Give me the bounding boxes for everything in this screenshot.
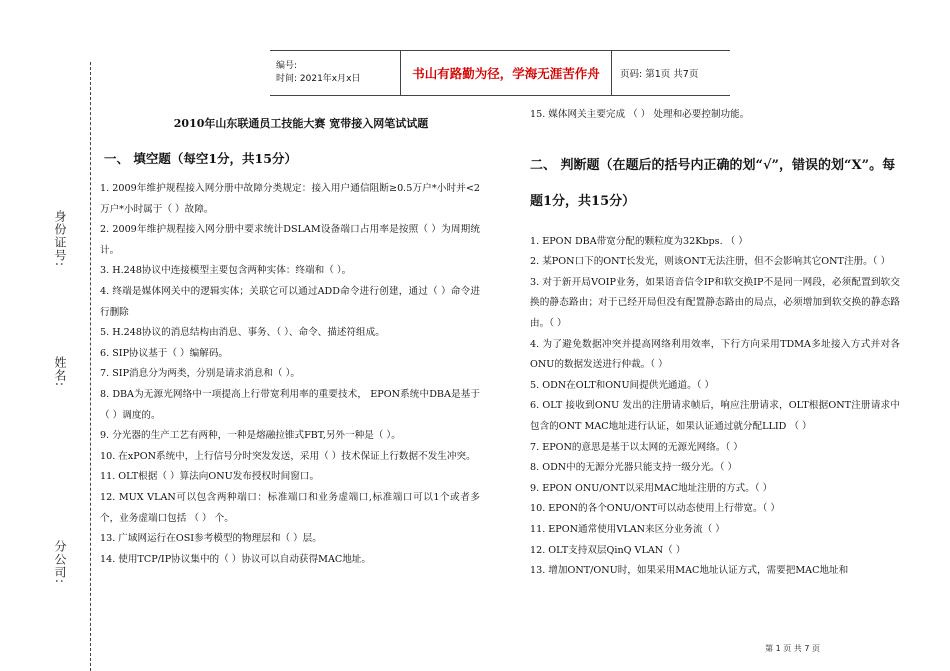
section2-question-list [530,232,900,582]
page-header [270,50,730,96]
question-item: 2. 2009年维护规程接入网分册中要求统计DSLAM设备端口占用率是按照（ ）为周期统计。 [100,224,480,256]
question-item: 5. H.248协议的消息结构由消息、事务、（ ）、命令、描述符组成。 [100,327,385,339]
question-item: 7. SIP消息分为两类，分别是请求消息和（ ）。 [100,368,300,380]
question-item: 8. ODN中的无源分光器只能支持一级分光。（ ） [530,462,738,474]
question-item: 11. EPON通常使用VLAN来区分业务流（ ） [530,523,725,535]
header-motto-cell [401,51,612,95]
question-item: 9. 分光器的生产工艺有两种，一种是熔融拉锥式FBT,另外一种是（ ）。 [100,430,401,442]
question-item: 4. 终端是媒体网关中的逻辑实体；关联它可以通过ADD命令进行创建，通过（ ）命令进行删除 [100,285,480,318]
question-item: 12. MUX VLAN可以包含两种端口：标准端口和业务虚端口,标准端口可以1个或者多个，业务虚端口包括 （ ） 个。 [100,491,480,524]
company-label: 分公司: [53,540,67,585]
section2-title: 二、 判断题（在题后的括号内正确的划“√”，错误的划“X”。每题1分，共15分） [530,157,896,209]
section1-title: 一、 填空题（每空1分，共15分） [104,151,297,166]
number-label: 编号: [276,61,298,71]
id-number-label: 身份证号: [53,210,67,268]
question-item: 8. DBA为无源光网络中一项提高上行带宽利用率的重要技术， EPON系统中DBA是基于（ ）调度的。 [100,388,480,421]
page-footer: 第 1 页 共 7 页 [765,644,820,653]
question-item: 11. OLT根据（ ）算法向ONU发布授权时间窗口。 [100,471,320,483]
question-item: 3. 对于新开局VOIP业务，如果语音信令IP和软交换IP不是同一网段，必须配置到软交换的静态路由；对于已经开局但没有配置静态路由的局点，必须增加到软交换的静态路由。（ ） [530,276,900,329]
page-number-label: 页码: 第1页 共7页 [620,69,699,80]
question-item: 13. 广域网运行在OSI参考模型的物理层和（ ）层。 [100,533,322,545]
motto-text: 书山有路勤为径，学海无涯苦作舟 [412,66,600,81]
question-item: 13. 增加ONT/ONU时，如果采用MAC地址认证方式，需要把MAC地址和 [530,565,849,577]
question-item: 3. H.248协议中连接模型主要包含两种实体：终端和（ ）。 [100,265,352,277]
question-item: 7. EPON的意思是基于以太网的无源光网络。（ ） [530,441,743,453]
name-label: 姓名: [53,356,67,388]
question-item: 6. SIP协议基于（ ）编解码。 [100,347,229,359]
time-label: 时间: 2021年x月x日 [276,74,361,84]
left-column [100,105,480,570]
question-item: 2. 某PON口下的ONT长发光，则该ONT无法注册，但不会影响其它ONT注册。（ ） [530,256,891,268]
header-page-cell [612,51,730,95]
question-item: 1. 2009年维护规程接入网分册中故障分类规定：接入用户通信阻断≥0.5万户*小时并<2万户*小时属于（ ）故障。 [100,183,480,215]
question-item: 6. OLT 接收到ONU 发出的注册请求帧后，响应注册请求，OLT根据ONT注册请求中包含的ONT MAC地址进行认证，如果认证通过就分配LLID （ ） [530,400,900,432]
question-item: 4. 为了避免数据冲突并提高网络利用效率，下行方向采用TDMA多址接入方式并对各ONU的数据发送进行仲裁。（ ） [530,338,900,371]
header-info-cell [270,51,401,95]
binding-dashed-line [90,62,91,671]
right-column [530,105,900,582]
section1-question-list [100,179,480,570]
question-15: 15. 媒体网关主要完成 （ ） 处理和必要控制功能。 [530,109,750,120]
question-item: 9. EPON ONU/ONT以采用MAC地址注册的方式。（ ） [530,482,773,494]
question-item: 10. 在xPON系统中，上行信号分时突发发送，采用（ ）技术保证上行数据不发生冲突。 [100,450,476,462]
question-item: 14. 使用TCP/IP协议集中的（ ）协议可以自动获得MAC地址。 [100,553,371,565]
question-item: 5. ODN在OLT和ONU间提供光通道。（ ） [530,379,715,391]
question-item: 1. EPON DBA带宽分配的颗粒度为32Kbps. （ ） [530,235,748,247]
question-item: 12. OLT支持双层QinQ VLAN（ ） [530,544,686,556]
question-item: 10. EPON的各个ONU/ONT可以动态使用上行带宽。（ ） [530,503,781,515]
document-title: 2010年山东联通员工技能大赛 宽带接入网笔试试题 [173,117,429,130]
